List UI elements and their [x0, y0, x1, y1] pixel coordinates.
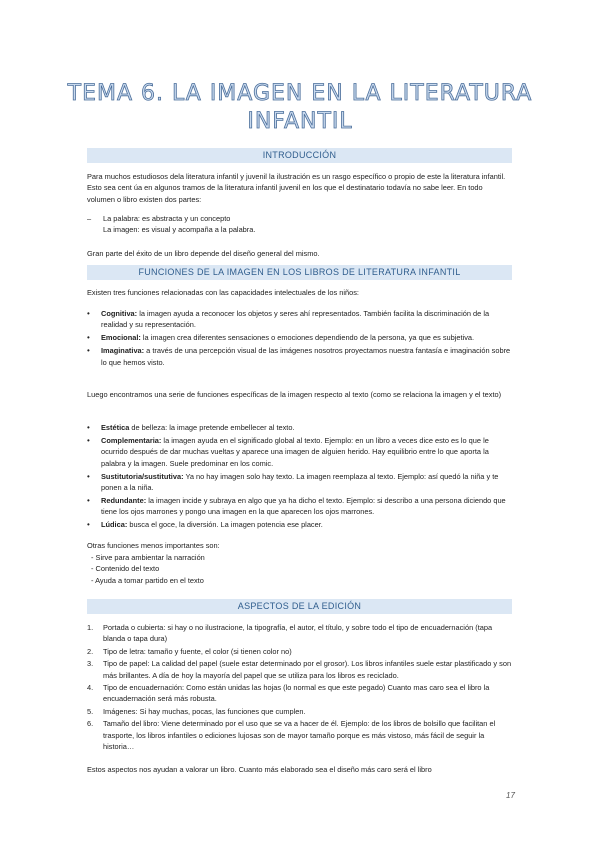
- list-item: [87, 658, 512, 681]
- item-number: 2.: [87, 646, 94, 656]
- term: Imaginativa:: [101, 346, 145, 356]
- item-text: Tipo de letra: tamaño y fuente, el color (si tienen color no): [103, 646, 292, 656]
- term: Complementaria:: [101, 435, 162, 445]
- list-item: [87, 622, 512, 645]
- page-number: 17: [506, 791, 515, 800]
- list-item: [87, 435, 512, 469]
- definition: la imagen crea diferentes sensaciones o emociones dependiendo de la persona, ya que es subjetiva.: [140, 333, 475, 343]
- item-number: 3.: [87, 659, 94, 669]
- term: Cognitiva:: [101, 309, 138, 318]
- intro-parts-list: [87, 213, 512, 236]
- page-title: TEMA 6. LA IMAGEN EN LA LITERATURA INFANTIL: [67, 81, 533, 134]
- intro-closing-paragraph: Gran parte del éxito de un libro depende del diseño general del mismo.: [87, 249, 320, 258]
- item-text: Tipo de encuadernación: Como están unidas las hojas (lo normal es que este pegado) Cuanto mas caro sea el libro la encuadernación será más robusta.: [103, 683, 490, 704]
- list-item: [87, 646, 512, 657]
- item-number: 1.: [87, 623, 94, 632]
- list-item: [87, 308, 512, 331]
- otras-funciones-paragraph: Otras funciones menos importantes son:: [87, 541, 220, 550]
- section-heading-introduccion: INTRODUCCIÓN: [87, 148, 512, 163]
- list-item: [87, 332, 512, 343]
- list-item: [87, 519, 512, 530]
- list-item: La imagen: es visual y acompaña a la palabra.: [103, 225, 256, 235]
- definition: a través de una percepción visual de las imágenes nosotros proyectamos nuestra fantasía e imaginación sobre lo que hemos visto.: [101, 346, 511, 367]
- item-text: Tipo de papel: La calidad del papel (suele estar determinado por el grosor). Los libros infantiles suele estar plastificado y son más brillantes. A día de hoy la mayoría del papel que se utiliza para los libros es reciclado.: [103, 659, 512, 680]
- list-item: [87, 706, 512, 717]
- list-item: [87, 495, 512, 518]
- edicion-closing-paragraph: Estos aspectos nos ayudan a valorar un libro. Cuanto más elaborado sea el diseño más caro será el libro: [87, 765, 432, 774]
- term: Sustitutoria/sustitutiva:: [101, 471, 184, 481]
- item-text: Tamaño del libro: Viene determinado por el uso que se va a hacer de él. Ejemplo: de los libros de bolsillo que facilitan el trasporte, los libros infantiles o ediciones lujosas son de mayor tamaño porque es más vistoso, más fácil de seguir la historia…: [103, 719, 496, 752]
- item-number: 6.: [87, 719, 94, 729]
- term: Redundante:: [101, 495, 147, 505]
- intro-paragraph: Para muchos estudiosos dela literatura infantil y juvenil la ilustración es un rasgo específico o propio de este la literatura infantil. Esto sea cent úa en algunos tramos de la literatura infantil juvenil en los que el destinatario todavía no sabe leer. En todo volumen o libro existen dos partes:: [87, 172, 506, 204]
- list-item: - Contenido del texto: [91, 564, 160, 574]
- list-item: [87, 718, 512, 752]
- term: Estética: [101, 423, 130, 432]
- section-heading-edicion: ASPECTOS DE LA EDICIÓN: [87, 599, 512, 614]
- list-item: - Ayuda a tomar partido en el texto: [91, 575, 204, 585]
- funciones-especificas-paragraph: Luego encontramos una serie de funciones específicas de la imagen respecto al texto (como se relaciona la imagen y el texto): [87, 390, 502, 399]
- funciones-especificas-list: [87, 422, 512, 532]
- list-item: [87, 422, 512, 433]
- section-heading-funciones: FUNCIONES DE LA IMAGEN EN LOS LIBROS DE LITERATURA INFANTIL: [87, 265, 512, 280]
- item-number: 4.: [87, 683, 94, 693]
- funciones-intelectuales-list: [87, 308, 512, 370]
- list-item: - Sirve para ambientar la narración: [91, 553, 205, 562]
- definition: busca el goce, la diversión. La imagen potencia ese placer.: [127, 520, 323, 530]
- list-item: – La palabra: es abstracta y un concepto: [87, 213, 512, 224]
- term: Lúdica:: [101, 520, 128, 530]
- otras-funciones-list: [87, 552, 512, 586]
- item-text: Imágenes: Si hay muchas, pocas, las funciones que cumplen.: [103, 706, 306, 716]
- list-item: [87, 682, 512, 705]
- list-item: [87, 471, 512, 494]
- definition: la imagen ayuda a reconocer los objetos y seres ahí representados. También facilita la discriminación de la realidad y su representación.: [101, 309, 490, 330]
- funciones-paragraph: Existen tres funciones relacionadas con las capacidades intelectuales de los niños:: [87, 288, 359, 297]
- definition: la imagen ayuda en el significado global al texto. Ejemplo: en un libro a veces dice esto es lo que le ocurrido después de dar muchas vueltas y aparece una imagen de alguien herido. Hay equilibrio entre lo que aporta la palabra y la imagen. Suele predominar en los comic.: [101, 435, 489, 468]
- definition: de belleza: la image pretende embellecer al texto.: [129, 423, 295, 432]
- aspectos-edicion-list: [87, 622, 512, 753]
- list-item: [87, 345, 512, 368]
- item-text: Portada o cubierta: si hay o no ilustracione, la tipografía, el autor, el título, y sobre todo el tipo de encuadernación (tapa blanda o tapa dura): [103, 623, 493, 644]
- term: Emocional:: [101, 333, 141, 343]
- item-number: 5.: [87, 706, 94, 716]
- definition: Ya no hay imagen solo hay texto. La imagen reemplaza al texto. Ejemplo: así quedó la niña y te ponen a la niña.: [101, 471, 499, 493]
- definition: la imagen incide y subraya en algo que ya ha dicho el texto. Ejemplo: si describo a una persona diciendo que tiene los ojos marrones y pongo una imagen en la que aparecen los ojos marrones.: [101, 495, 506, 517]
